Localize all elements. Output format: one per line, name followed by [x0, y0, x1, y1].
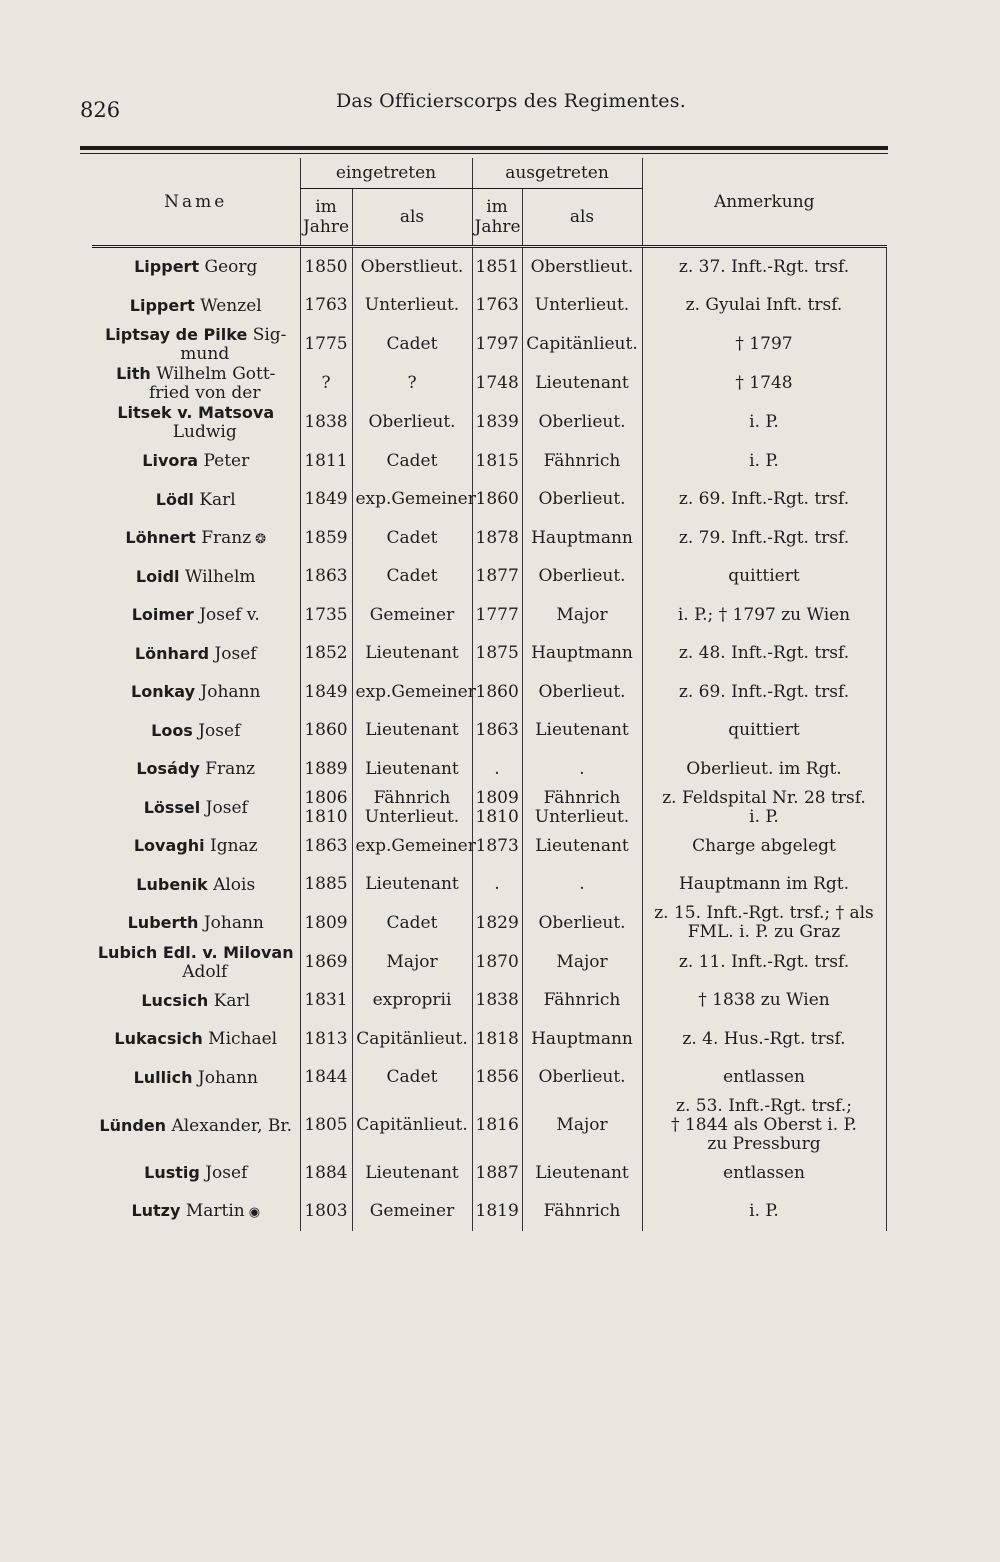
left-year-cell: 1878	[472, 519, 522, 558]
running-title: Das Officierscorps des Regimentes.	[336, 90, 686, 112]
remark-cell: † 1797	[642, 325, 886, 364]
entered-year-cell: 1850	[300, 247, 352, 287]
left-year-cell: 1856	[472, 1059, 522, 1098]
remark-cell: i. P.	[642, 1193, 886, 1232]
left-rank-cell: .	[522, 866, 642, 905]
officer-given-name: Josef	[198, 720, 241, 741]
table-row	[92, 519, 886, 558]
officer-given-name: Johann	[200, 682, 261, 703]
entered-rank-cell: Lieutenant	[352, 635, 472, 674]
left-rank-cell: Oberlieut.	[522, 481, 642, 520]
name-cell	[92, 442, 300, 481]
header-name: Name	[92, 158, 300, 247]
left-rank-cell: Fähnrich	[522, 442, 642, 481]
table-row	[92, 481, 886, 520]
remark-cell: † 1748	[642, 364, 886, 403]
name-cell	[92, 904, 300, 943]
left-year-cell: 1816	[472, 1097, 522, 1154]
header-entered-year: im Jahre	[300, 189, 352, 247]
entered-rank-cell: Capitänlieut.	[352, 1097, 472, 1154]
left-rank-cell: Hauptmann	[522, 1020, 642, 1059]
officer-given-name: Franz	[205, 759, 256, 780]
left-rank-cell: Lieutenant	[522, 1154, 642, 1193]
remark-cell: i. P.	[642, 442, 886, 481]
entered-rank-cell: exproprii	[352, 982, 472, 1021]
entered-rank-cell: Lieutenant	[352, 750, 472, 789]
left-year-cell: 1860	[472, 673, 522, 712]
left-rank-cell: Major	[522, 1097, 642, 1154]
officer-given-name: Wilhelm Gott-	[156, 364, 276, 384]
remark-cell: z. 53. Inft.-Rgt. trsf.; † 1844 als Oberst i. P. zu Pressburg	[642, 1097, 886, 1154]
officer-surname: Liptsay de Pilke	[105, 325, 248, 344]
name-cell	[92, 403, 300, 442]
left-year-cell: 1870	[472, 943, 522, 982]
entered-rank-cell: Gemeiner	[352, 596, 472, 635]
entered-rank-cell: Lieutenant	[352, 1154, 472, 1193]
left-rank-cell: Fähnrich Unterlieut.	[522, 789, 642, 828]
officer-given-name: Johann	[197, 1067, 258, 1088]
remark-cell: i. P.	[642, 403, 886, 442]
entered-rank-cell: Unterlieut.	[352, 287, 472, 326]
entered-year-cell: 1852	[300, 635, 352, 674]
remark-cell: z. 69. Inft.-Rgt. trsf.	[642, 481, 886, 520]
officer-table	[92, 158, 887, 1231]
officer-surname: Livora	[142, 451, 199, 471]
entered-rank-cell: Cadet	[352, 442, 472, 481]
remark-cell: quittiert	[642, 558, 886, 597]
table-row	[92, 866, 886, 905]
officer-surname: Lukacsich	[114, 1029, 203, 1049]
entered-rank-cell: Oberlieut.	[352, 403, 472, 442]
officer-surname: Litsek v. Matsova	[117, 403, 275, 422]
table-row	[92, 982, 886, 1021]
name-cell	[92, 481, 300, 520]
remark-cell: z. 79. Inft.-Rgt. trsf.	[642, 519, 886, 558]
entered-year-cell: 1863	[300, 827, 352, 866]
left-year-cell: .	[472, 866, 522, 905]
left-rank-cell: .	[522, 750, 642, 789]
left-year-cell: 1875	[472, 635, 522, 674]
entered-rank-cell: Major	[352, 943, 472, 982]
left-year-cell: 1873	[472, 827, 522, 866]
remark-cell: z. 69. Inft.-Rgt. trsf.	[642, 673, 886, 712]
officer-surname: Losády	[136, 759, 200, 779]
officer-surname: Loidl	[135, 566, 180, 586]
table-row	[92, 596, 886, 635]
table-row	[92, 943, 886, 982]
entered-year-cell: 1884	[300, 1154, 352, 1193]
officer-given-name: Alexander, Br.	[171, 1115, 293, 1136]
officer-surname: Luberth	[127, 913, 199, 933]
left-year-cell: 1839	[472, 403, 522, 442]
header-remark: Anmerkung	[642, 158, 886, 247]
entered-rank-cell: Cadet	[352, 325, 472, 364]
table-row	[92, 750, 886, 789]
officer-given-name: Josef	[214, 643, 257, 664]
remark-cell: z. Gyulai Inft. trsf.	[642, 287, 886, 326]
officer-surname: Lustig	[144, 1163, 200, 1183]
left-rank-cell: Fähnrich	[522, 982, 642, 1021]
officer-surname: Lubich Edl. v. Milovan	[97, 942, 294, 962]
entered-year-cell: 1889	[300, 750, 352, 789]
top-rule-thin	[80, 153, 888, 154]
officer-surname: Lünden	[99, 1115, 167, 1135]
left-year-cell: 1818	[472, 1020, 522, 1059]
entered-rank-cell: Lieutenant	[352, 866, 472, 905]
remark-cell: z. 11. Inft.-Rgt. trsf.	[642, 943, 886, 982]
officer-surname: Loimer	[131, 605, 194, 625]
table-row	[92, 673, 886, 712]
table-row	[92, 325, 886, 364]
entered-year-cell: 1831	[300, 982, 352, 1021]
name-cell	[92, 789, 300, 828]
left-rank-cell: Oberlieut.	[522, 403, 642, 442]
officer-given-name: Alois	[213, 874, 256, 895]
entered-year-cell: 1863	[300, 558, 352, 597]
entered-year-cell: 1844	[300, 1059, 352, 1098]
entered-rank-cell: Cadet	[352, 519, 472, 558]
officer-given-name-continued: mund	[180, 344, 230, 364]
table-row	[92, 403, 886, 442]
table-row	[92, 1097, 886, 1154]
table-row	[92, 287, 886, 326]
name-cell	[92, 287, 300, 326]
name-cell	[92, 673, 300, 712]
officer-surname: Löhnert	[125, 527, 196, 547]
left-rank-cell: Oberstlieut.	[522, 247, 642, 287]
remark-cell: i. P.; † 1797 zu Wien	[642, 596, 886, 635]
entered-rank-cell: Cadet	[352, 558, 472, 597]
entered-year-cell: 1775	[300, 325, 352, 364]
name-cell	[92, 558, 300, 597]
table-row	[92, 904, 886, 943]
left-year-cell: 1860	[472, 481, 522, 520]
officer-surname: Lippert	[129, 295, 195, 315]
left-year-cell: 1819	[472, 1193, 522, 1232]
entered-year-cell: 1838	[300, 403, 352, 442]
name-cell	[92, 982, 300, 1021]
header-entered-as: als	[352, 189, 472, 247]
name-cell	[92, 1059, 300, 1098]
left-rank-cell: Major	[522, 943, 642, 982]
left-rank-cell: Lieutenant	[522, 827, 642, 866]
name-cell	[92, 827, 300, 866]
left-year-cell: 1887	[472, 1154, 522, 1193]
left-rank-cell: Fähnrich	[522, 1193, 642, 1232]
table-row	[92, 558, 886, 597]
entered-year-cell: 1806 1810	[300, 789, 352, 828]
left-rank-cell: Hauptmann	[522, 519, 642, 558]
entered-year-cell: 1811	[300, 442, 352, 481]
left-rank-cell: Oberlieut.	[522, 558, 642, 597]
entered-rank-cell: Capitänlieut.	[352, 1020, 472, 1059]
left-year-cell: 1877	[472, 558, 522, 597]
left-rank-cell: Unterlieut.	[522, 287, 642, 326]
name-cell	[92, 1097, 300, 1154]
name-cell	[92, 1154, 300, 1193]
left-year-cell: 1763	[472, 287, 522, 326]
officer-given-name: Josef	[205, 1163, 248, 1184]
officer-surname: Lonkay	[131, 682, 195, 702]
left-rank-cell: Hauptmann	[522, 635, 642, 674]
left-year-cell: 1815	[472, 442, 522, 481]
page-number: 826	[80, 98, 121, 122]
entered-rank-cell: Gemeiner	[352, 1193, 472, 1232]
officer-given-name: Johann	[203, 913, 264, 934]
top-rule	[80, 146, 888, 150]
table-row	[92, 827, 886, 866]
entered-year-cell: 1803	[300, 1193, 352, 1232]
remark-cell: z. 15. Inft.-Rgt. trsf.; † als FML. i. P. zu Graz	[642, 904, 886, 943]
officer-given-name: Karl	[213, 990, 251, 1011]
left-rank-cell: Lieutenant	[522, 712, 642, 751]
table-row	[92, 789, 886, 828]
remark-cell: † 1838 zu Wien	[642, 982, 886, 1021]
decoration-mark-icon: ❂	[255, 531, 267, 547]
table-row	[92, 1193, 886, 1232]
left-year-cell: 1777	[472, 596, 522, 635]
left-year-cell: 1748	[472, 364, 522, 403]
table-row	[92, 635, 886, 674]
table-row	[92, 442, 886, 481]
officer-surname: Lössel	[143, 797, 201, 817]
left-year-cell: .	[472, 750, 522, 789]
officer-given-name: Sig-	[252, 325, 287, 345]
remark-cell: z. 48. Inft.-Rgt. trsf.	[642, 635, 886, 674]
entered-rank-cell: Lieutenant	[352, 712, 472, 751]
remark-cell: z. 4. Hus.-Rgt. trsf.	[642, 1020, 886, 1059]
table-row	[92, 1020, 886, 1059]
name-cell	[92, 750, 300, 789]
entered-year-cell: 1763	[300, 287, 352, 326]
entered-rank-cell: exp.Gemeiner	[352, 673, 472, 712]
entered-rank-cell: Cadet	[352, 904, 472, 943]
entered-rank-cell: ?	[352, 364, 472, 403]
remark-cell: entlassen	[642, 1059, 886, 1098]
remark-cell: entlassen	[642, 1154, 886, 1193]
officer-given-name: Georg	[204, 257, 258, 278]
entered-year-cell: 1735	[300, 596, 352, 635]
officer-surname: Lullich	[133, 1067, 193, 1087]
name-cell	[92, 325, 300, 364]
entered-rank-cell: Cadet	[352, 1059, 472, 1098]
officer-given-name-continued: Adolf	[182, 961, 228, 982]
officer-given-name: Franz	[201, 527, 252, 548]
left-rank-cell: Capitänlieut.	[522, 325, 642, 364]
left-year-cell: 1838	[472, 982, 522, 1021]
header-left: ausgetreten	[472, 158, 642, 189]
table-row	[92, 247, 886, 287]
entered-rank-cell: Oberstlieut.	[352, 247, 472, 287]
officer-given-name: Michael	[208, 1029, 278, 1050]
decoration-mark-icon: ◉	[248, 1205, 261, 1221]
entered-rank-cell: exp.Gemeiner	[352, 827, 472, 866]
header-entered: eingetreten	[300, 158, 472, 189]
officer-given-name: Peter	[203, 451, 250, 472]
entered-year-cell: 1849	[300, 481, 352, 520]
officer-surname: Lith	[116, 364, 151, 383]
table-row	[92, 1154, 886, 1193]
name-cell	[92, 247, 300, 287]
entered-year-cell: 1869	[300, 943, 352, 982]
left-year-cell: 1829	[472, 904, 522, 943]
officer-surname: Lutzy	[131, 1201, 181, 1221]
remark-cell: z. Feldspital Nr. 28 trsf. i. P.	[642, 789, 886, 828]
remark-cell: Oberlieut. im Rgt.	[642, 750, 886, 789]
table-row	[92, 1059, 886, 1098]
entered-year-cell: ?	[300, 364, 352, 403]
table-row	[92, 712, 886, 751]
name-cell	[92, 364, 300, 403]
remark-cell: z. 37. Inft.-Rgt. trsf.	[642, 247, 886, 287]
header-left-year: im Jahre	[472, 189, 522, 247]
officer-surname: Loos	[151, 720, 193, 740]
table-row	[92, 364, 886, 403]
name-cell	[92, 1193, 300, 1232]
entered-year-cell: 1849	[300, 673, 352, 712]
officer-surname: Lucsich	[141, 990, 209, 1010]
name-cell	[92, 519, 300, 558]
entered-year-cell: 1885	[300, 866, 352, 905]
officer-surname: Lovaghi	[133, 836, 205, 856]
entered-rank-cell: Fähnrich Unterlieut.	[352, 789, 472, 828]
name-cell	[92, 943, 300, 982]
entered-year-cell: 1860	[300, 712, 352, 751]
left-year-cell: 1797	[472, 325, 522, 364]
officer-given-name: Josef	[205, 797, 248, 818]
officer-given-name: Karl	[199, 489, 236, 510]
left-rank-cell: Oberlieut.	[522, 904, 642, 943]
name-cell	[92, 635, 300, 674]
officer-given-name-continued: fried von der	[149, 383, 261, 403]
officer-given-name: Ignaz	[210, 836, 258, 857]
left-year-cell: 1851	[472, 247, 522, 287]
entered-year-cell: 1859	[300, 519, 352, 558]
officer-surname: Lubenik	[136, 874, 208, 894]
remark-cell: Charge abgelegt	[642, 827, 886, 866]
officer-given-name: Wenzel	[200, 295, 262, 316]
name-cell	[92, 712, 300, 751]
officer-surname: Lödl	[155, 489, 194, 509]
left-rank-cell: Major	[522, 596, 642, 635]
entered-year-cell: 1813	[300, 1020, 352, 1059]
entered-year-cell: 1805	[300, 1097, 352, 1154]
officer-surname: Lönhard	[134, 643, 210, 663]
officer-given-name-continued: Ludwig	[172, 422, 237, 442]
left-rank-cell: Oberlieut.	[522, 673, 642, 712]
left-year-cell: 1809 1810	[472, 789, 522, 828]
officer-given-name: Wilhelm	[184, 566, 256, 587]
remark-cell: quittiert	[642, 712, 886, 751]
name-cell	[92, 596, 300, 635]
left-rank-cell: Oberlieut.	[522, 1059, 642, 1098]
remark-cell: Hauptmann im Rgt.	[642, 866, 886, 905]
officer-surname: Lippert	[134, 257, 200, 277]
header-left-as: als	[522, 189, 642, 247]
left-rank-cell: Lieutenant	[522, 364, 642, 403]
left-year-cell: 1863	[472, 712, 522, 751]
name-cell	[92, 866, 300, 905]
officer-given-name: Martin	[185, 1201, 245, 1222]
entered-rank-cell: exp.Gemeiner	[352, 481, 472, 520]
officer-given-name: Josef v.	[199, 605, 260, 626]
name-cell	[92, 1020, 300, 1059]
entered-year-cell: 1809	[300, 904, 352, 943]
